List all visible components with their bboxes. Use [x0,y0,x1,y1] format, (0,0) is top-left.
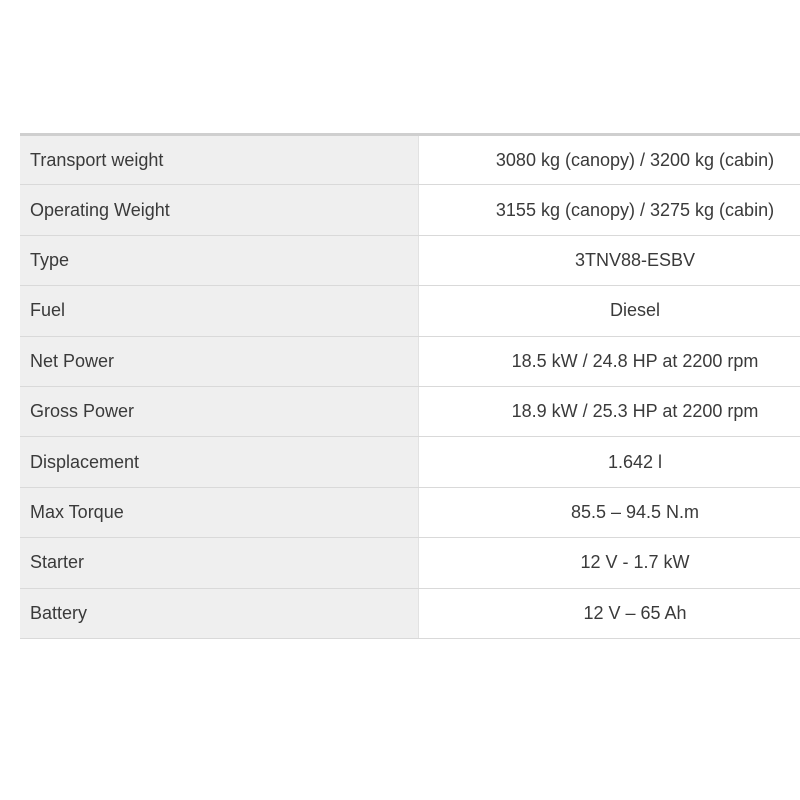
table-row [20,235,800,285]
spec-label: Net Power [20,336,419,386]
table-row [20,487,800,537]
table-row [20,588,800,638]
table-row [20,437,800,487]
spec-label: Fuel [20,286,419,336]
spec-label: Displacement [20,437,419,487]
table-row [20,538,800,588]
spec-label: Max Torque [20,487,419,537]
spec-label: Type [20,235,419,285]
spec-value: 1.642 l [419,437,800,487]
spec-table-body [20,135,800,639]
table-row [20,185,800,235]
spec-value: 18.5 kW / 24.8 HP at 2200 rpm [419,336,800,386]
spec-value: 3080 kg (canopy) / 3200 kg (cabin) [419,135,800,185]
table-row [20,336,800,386]
spec-table [20,133,800,639]
spec-value: 12 V - 1.7 kW [419,538,800,588]
spec-value: 18.9 kW / 25.3 HP at 2200 rpm [419,386,800,436]
spec-value: 85.5 – 94.5 N.m [419,487,800,537]
spec-value: Diesel [419,286,800,336]
spec-label: Gross Power [20,386,419,436]
spec-label: Transport weight [20,135,419,185]
table-row [20,135,800,185]
spec-label: Operating Weight [20,185,419,235]
spec-label: Battery [20,588,419,638]
spec-value: 3155 kg (canopy) / 3275 kg (cabin) [419,185,800,235]
spec-label: Starter [20,538,419,588]
spec-value: 12 V – 65 Ah [419,588,800,638]
table-row [20,286,800,336]
spec-value: 3TNV88-ESBV [419,235,800,285]
table-row [20,386,800,436]
